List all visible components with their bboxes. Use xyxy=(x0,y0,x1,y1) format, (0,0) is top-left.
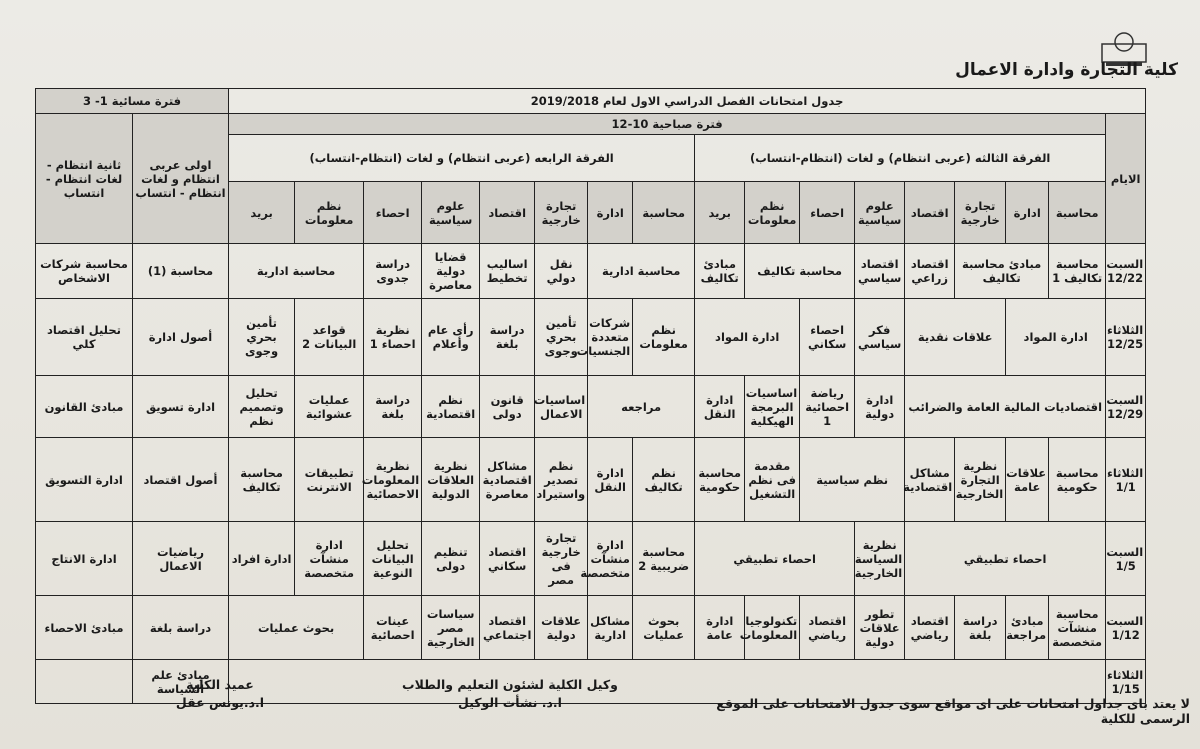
exam-cell: ادارة منشآت متخصصة xyxy=(295,522,364,596)
exam-cell: بحوث عمليات xyxy=(633,596,695,660)
exam-cell: نظم سياسية xyxy=(800,438,905,522)
dean-signature xyxy=(110,676,330,712)
dept-header: نظم معلومات xyxy=(745,182,800,244)
exam-cell: نظرية المعلومات الاحصائية xyxy=(364,438,422,522)
exam-cell: بحوث عمليات xyxy=(229,596,364,660)
exam-cell: عمليات عشوائية xyxy=(295,376,364,438)
day-cell: السبت 1/5 xyxy=(1106,522,1146,596)
exam-cell: دراسة بلغة xyxy=(364,376,422,438)
exam-cell: مقدمة فى نظم التشغيل xyxy=(745,438,800,522)
dept-header: ادارة xyxy=(588,182,633,244)
exam-cell: اقتصاديات المالية العامة والضرائب xyxy=(905,376,1106,438)
exam-cell: احصاء تطبيقي xyxy=(905,522,1106,596)
exam-cell: نظرية التجارة الخارجية xyxy=(955,438,1006,522)
day-cell: الثلاثاء 12/25 xyxy=(1106,299,1146,376)
exam-cell: تطور علاقات دولية xyxy=(855,596,905,660)
morning-period-title: فترة صباحية 10-12 xyxy=(229,114,1106,135)
exam-cell: ادارة الانتاج xyxy=(36,522,133,596)
exam-cell: رياضة احصائية 1 xyxy=(800,376,855,438)
exam-cell: تأمين بحري وجوى xyxy=(229,299,295,376)
exam-cell: ادارة النقل xyxy=(695,376,745,438)
exam-cell: نظرية السياسة الخارجية xyxy=(855,522,905,596)
exam-cell: محاسبة تكاليف xyxy=(229,438,295,522)
evening-period-title: فترة مسائية 1- 3 xyxy=(36,89,229,114)
dept-header: ادارة xyxy=(1006,182,1049,244)
exam-cell: محاسبة حكومية xyxy=(1049,438,1106,522)
exam-cell: محاسبة ادارية xyxy=(588,244,695,299)
exam-cell: مبادئ الاحصاء xyxy=(36,596,133,660)
exam-cell: تحليل البيانات النوعية xyxy=(364,522,422,596)
exam-cell: قواعد البيانات 2 xyxy=(295,299,364,376)
exam-cell: اقتصاد رياضي xyxy=(905,596,955,660)
vice-dean-name: ا.د. نشأت الوكيل xyxy=(458,695,562,710)
exam-cell: تجارة خارجية فى مصر xyxy=(535,522,588,596)
exam-cell: قانون دولى xyxy=(480,376,535,438)
vice-dean-signature xyxy=(380,676,640,712)
exam-cell: اساليب تخطيط xyxy=(480,244,535,299)
exam-cell: محاسبة ادارية xyxy=(229,244,364,299)
exam-cell: محاسبة حكومية xyxy=(695,438,745,522)
day-cell: الثلاثاء 1/1 xyxy=(1106,438,1146,522)
dean-name: ا.د.يونس عقل xyxy=(175,695,265,710)
dept-header: اقتصاد xyxy=(905,182,955,244)
exam-cell: محاسبة (1) xyxy=(133,244,229,299)
exam-cell: مبادئ تكاليف xyxy=(695,244,745,299)
exam-cell: اساسيات البرمجة الهيكلية xyxy=(745,376,800,438)
exam-cell: شركات متعددة الجنسيات xyxy=(588,299,633,376)
dept-header: تجارة خارجية xyxy=(535,182,588,244)
exam-cell: اقتصاد زراعي xyxy=(905,244,955,299)
dept-header: بريد xyxy=(229,182,295,244)
exam-cell: أصول ادارة xyxy=(133,299,229,376)
exam-cell: قضايا دولية معاصرة xyxy=(422,244,480,299)
dept-header: احصاء xyxy=(800,182,855,244)
exam-cell: مراجعه xyxy=(588,376,695,438)
exam-cell: محاسبة شركات الاشخاص xyxy=(36,244,133,299)
exam-cell: رأى عام وأعلام xyxy=(422,299,480,376)
schedule-title: جدول امتحانات الفصل الدراسي الاول لعام 2019/2018 xyxy=(229,89,1146,114)
exam-schedule-table xyxy=(35,88,1146,704)
third-year-header: الفرقة الثالثه (عربى انتظام) و لغات (انتظام-انتساب) xyxy=(695,135,1106,182)
exam-cell: احصاء سكاني xyxy=(800,299,855,376)
exam-cell: ادارة تسويق xyxy=(133,376,229,438)
exam-cell: محاسبة منشآت متخصصة xyxy=(1049,596,1106,660)
exam-cell: ادارة المواد xyxy=(1006,299,1106,376)
exam-cell: تحليل وتصميم نظم xyxy=(229,376,295,438)
exam-cell: مشاكل اقتصادية معاصرة xyxy=(480,438,535,522)
evening-group-1-header: اولى عربى انتظام و لغات انتظام - انتساب xyxy=(133,114,229,244)
exam-cell: علاقات نقدية xyxy=(905,299,1006,376)
exam-cell: سياسات مصر الخارجية xyxy=(422,596,480,660)
dept-header: نظم معلومات xyxy=(295,182,364,244)
exam-cell: نظرية احصاء 1 xyxy=(364,299,422,376)
exam-cell: دراسة بلغة xyxy=(955,596,1006,660)
exam-cell: احصاء تطبيقي xyxy=(695,522,855,596)
exam-cell: نظرية العلاقات الدولية xyxy=(422,438,480,522)
exam-cell: فكر سياسي xyxy=(855,299,905,376)
dept-header: بريد xyxy=(695,182,745,244)
day-cell: الثلاثاء 1/15 xyxy=(1106,660,1146,704)
exam-cell: تأمين بحري وجوى xyxy=(535,299,588,376)
exam-cell: مبادئ مراجعة xyxy=(1006,596,1049,660)
exam-cell: ادارة عامة xyxy=(695,596,745,660)
exam-cell: مبادئ القانون xyxy=(36,376,133,438)
exam-cell: ادارة المواد xyxy=(695,299,800,376)
exam-cell: ادارة التسويق xyxy=(36,438,133,522)
exam-cell: دراسة بلغة xyxy=(133,596,229,660)
exam-cell: تنظيم دولى xyxy=(422,522,480,596)
exam-cell: رياضيات الاعمال xyxy=(133,522,229,596)
day-cell: السبت 12/22 xyxy=(1106,244,1146,299)
exam-cell: ادارة النقل xyxy=(588,438,633,522)
exam-cell: نقل دولي xyxy=(535,244,588,299)
evening-group-2-header: ثانية انتظام - لغات انتظام - انتساب xyxy=(36,114,133,244)
dept-header: علوم سياسية xyxy=(422,182,480,244)
exam-cell: اقتصاد رياضي xyxy=(800,596,855,660)
exam-cell: ادارة منشآت متخصصة xyxy=(588,522,633,596)
college-name: كلية التجارة وادارة الاعمال xyxy=(955,60,1178,80)
exam-cell: اقتصاد سياسي xyxy=(855,244,905,299)
exam-cell: عينات احصائية xyxy=(364,596,422,660)
dept-header: احصاء xyxy=(364,182,422,244)
exam-cell: ادارة افراد xyxy=(229,522,295,596)
exam-cell: تحليل اقتصاد كلي xyxy=(36,299,133,376)
exam-cell: ادارة دولية xyxy=(855,376,905,438)
exam-cell: مبادئ علم السياسة xyxy=(133,660,229,704)
day-cell: السبت 12/29 xyxy=(1106,376,1146,438)
exam-cell: أصول اقتصاد xyxy=(133,438,229,522)
dept-header: اقتصاد xyxy=(480,182,535,244)
official-notice: لا يعتد باى جداول امتحانات على اى مواقع سوى جدول الامتحانات على الموقع الرسمى للكلية xyxy=(716,696,1190,726)
exam-cell: دراسة جدوى xyxy=(364,244,422,299)
exam-cell: مشاكل اقتصادية xyxy=(905,438,955,522)
dept-header: علوم سياسية xyxy=(855,182,905,244)
exam-cell: علاقات عامة xyxy=(1006,438,1049,522)
days-header: الايام xyxy=(1106,114,1146,244)
exam-cell: نظم معلومات xyxy=(633,299,695,376)
exam-cell: مشاكل ادارية xyxy=(588,596,633,660)
exam-cell: تكنولوجيا المعلومات xyxy=(745,596,800,660)
dept-header: محاسبة xyxy=(633,182,695,244)
exam-cell: اقتصاد اجتماعي xyxy=(480,596,535,660)
exam-cell: نظم اقتصادية xyxy=(422,376,480,438)
exam-cell: دراسة بلغة xyxy=(480,299,535,376)
exam-cell: نظم تكاليف xyxy=(633,438,695,522)
vice-dean-title: وكيل الكلية لشئون التعليم والطلاب xyxy=(402,677,618,692)
dept-header: تجارة خارجية xyxy=(955,182,1006,244)
dept-header: محاسبة xyxy=(1049,182,1106,244)
dean-title: عميد الكلية xyxy=(186,677,254,692)
exam-cell: محاسبة تكاليف 1 xyxy=(1049,244,1106,299)
exam-cell: تطبيقات الانترنت xyxy=(295,438,364,522)
fourth-year-header: الفرقة الرابعه (عربى انتظام) و لغات (انتظام-انتساب) xyxy=(229,135,695,182)
exam-cell: مبادئ محاسبة تكاليف xyxy=(955,244,1049,299)
exam-cell: اساسيات الاعمال xyxy=(535,376,588,438)
exam-cell: محاسبة ضريبية 2 xyxy=(633,522,695,596)
exam-cell: علاقات دولية xyxy=(535,596,588,660)
exam-cell: اقتصاد سكاني xyxy=(480,522,535,596)
exam-cell: محاسبة تكاليف xyxy=(745,244,855,299)
day-cell: السبت 1/12 xyxy=(1106,596,1146,660)
exam-cell: نظم تصدير واستيراد xyxy=(535,438,588,522)
